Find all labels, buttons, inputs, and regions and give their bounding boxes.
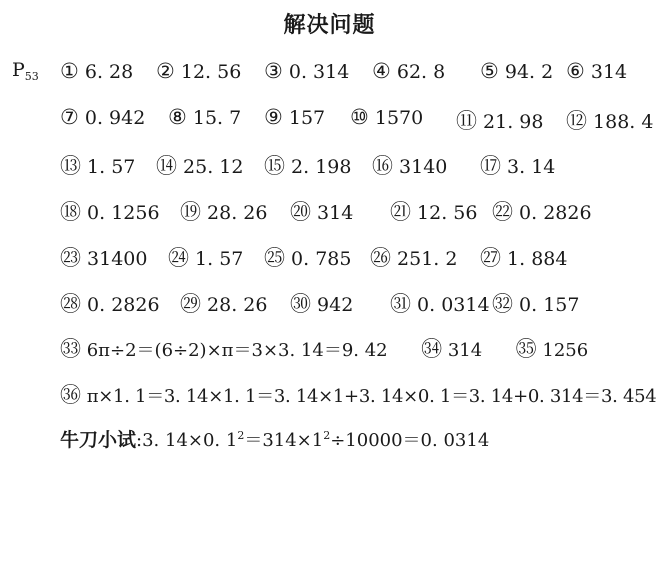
- answer-number: ⑳: [290, 200, 311, 224]
- answer-item: [60, 59, 133, 83]
- answer-value: 0. 942: [84, 107, 146, 129]
- answer-item: [264, 59, 349, 83]
- answer-item: [372, 150, 447, 180]
- page-letter: P: [12, 59, 25, 81]
- answer-number: ⑪: [456, 109, 477, 133]
- answer-value: 0. 2826: [519, 202, 592, 224]
- answer-number: ②: [156, 59, 175, 83]
- answer-line-33: [60, 333, 588, 363]
- answer-number: ㉝: [60, 337, 81, 361]
- answer-number: ㉕: [264, 246, 285, 270]
- answer-number: ⑤: [480, 59, 499, 83]
- answer-value: 1570: [374, 107, 424, 129]
- answer-item: [60, 242, 148, 272]
- answer-value: 314: [590, 61, 628, 83]
- answer-value: 314: [317, 202, 354, 224]
- answer-number: ⑭: [156, 154, 177, 178]
- answer-item: [480, 242, 567, 272]
- answer-item: [60, 288, 160, 318]
- answer-value: 0. 157: [519, 294, 580, 316]
- answer-number: ①: [60, 59, 79, 83]
- answer-value: 0. 1256: [87, 202, 160, 224]
- answer-value: 3. 14: [507, 156, 556, 178]
- answer-value: 12. 56: [417, 202, 478, 224]
- answer-item: [264, 150, 351, 180]
- answer-item: [60, 150, 135, 180]
- answer-item: [180, 288, 267, 318]
- answer-item: [156, 150, 243, 180]
- answer-value: 1256: [542, 340, 589, 361]
- answer-number: ㉞: [421, 337, 443, 361]
- answer-number: ⑩: [350, 105, 369, 129]
- answer-item: [456, 105, 543, 135]
- answer-value: 62. 8: [396, 61, 446, 83]
- answer-item: [372, 59, 445, 83]
- answer-number: ㉛: [390, 292, 411, 316]
- answer-value: 0. 314: [288, 61, 350, 83]
- answer-item: [566, 105, 653, 135]
- answer-line-36: [60, 379, 656, 409]
- practice-label: 牛刀小试: [60, 429, 137, 451]
- answer-value: 1. 57: [87, 156, 136, 178]
- practice-exponent-2: 2: [323, 429, 331, 442]
- practice-part-2: ＝314×1: [244, 430, 324, 451]
- answer-value: 251. 2: [397, 248, 458, 270]
- answer-number: ⑰: [480, 154, 501, 178]
- answer-number: ④: [372, 59, 391, 83]
- answer-number: ㉗: [480, 246, 501, 270]
- answer-value: 314: [447, 340, 483, 361]
- answer-value: 0. 785: [291, 248, 352, 270]
- answer-item: [168, 105, 241, 129]
- answer-number: ㉒: [492, 200, 513, 224]
- answer-value: 6. 28: [84, 61, 134, 83]
- practice-part-1: 3. 14×0. 1: [142, 430, 238, 451]
- answer-item: [290, 196, 353, 226]
- answer-item: [264, 242, 351, 272]
- answer-number: ⑱: [60, 200, 81, 224]
- answer-item: [350, 105, 423, 129]
- answer-item: [264, 105, 325, 129]
- answer-value: 21. 98: [483, 111, 544, 133]
- answer-item: [60, 105, 145, 129]
- answer-value: 31400: [87, 248, 148, 270]
- answer-item: [370, 242, 457, 272]
- answer-value: 157: [288, 107, 326, 129]
- answer-value: 1. 57: [195, 248, 244, 270]
- answer-value: 942: [317, 294, 354, 316]
- answer-number: ㉖: [370, 246, 391, 270]
- answer-value: 25. 12: [183, 156, 244, 178]
- answer-expression: 6π÷2＝(6÷2)×π＝3×3. 14＝9. 42: [86, 340, 388, 361]
- answer-item: [492, 196, 592, 226]
- answer-item: [390, 196, 477, 226]
- answer-number: ③: [264, 59, 283, 83]
- answer-number: ㉜: [492, 292, 513, 316]
- answer-value: 12. 56: [180, 61, 242, 83]
- answer-item: [180, 196, 267, 226]
- page-reference: [12, 59, 39, 83]
- answer-item: [156, 59, 241, 83]
- answer-value: 2. 198: [291, 156, 352, 178]
- answer-number: ㊱: [60, 383, 81, 407]
- answer-number: ㉟: [515, 337, 537, 361]
- practice-colon: :: [136, 430, 143, 451]
- answer-item: [480, 150, 555, 180]
- answer-item: [60, 196, 160, 226]
- answer-item: [480, 59, 553, 83]
- answer-item: [390, 288, 490, 318]
- answer-item: [290, 288, 353, 318]
- answer-item: [168, 242, 243, 272]
- answer-number: ⑬: [60, 154, 81, 178]
- answer-value: 28. 26: [207, 294, 268, 316]
- answer-number: ⑲: [180, 200, 201, 224]
- answer-value: 0. 2826: [87, 294, 160, 316]
- answer-value: 1. 884: [507, 248, 568, 270]
- answer-value: 0. 0314: [417, 294, 490, 316]
- page-title: 解决问题: [283, 13, 376, 38]
- page-number: 53: [24, 70, 39, 83]
- answer-value: 188. 4: [593, 111, 654, 133]
- answer-number: ㉙: [180, 292, 201, 316]
- answer-value: 15. 7: [192, 107, 242, 129]
- answer-number: ㉓: [60, 246, 81, 270]
- answer-number: ⑥: [566, 59, 585, 83]
- answer-number: ⑮: [264, 154, 285, 178]
- answer-value: 3140: [399, 156, 448, 178]
- answer-number: ⑧: [168, 105, 187, 129]
- answer-number: ㉘: [60, 292, 81, 316]
- answer-number: ㉚: [290, 292, 311, 316]
- answer-value: 28. 26: [207, 202, 268, 224]
- practice-line: [60, 425, 489, 452]
- answer-number: ⑯: [372, 154, 393, 178]
- answer-number: ㉔: [168, 246, 189, 270]
- answer-number: ⑨: [264, 105, 283, 129]
- practice-part-3: ÷10000＝0. 0314: [330, 430, 490, 451]
- answer-value: 94. 2: [504, 61, 554, 83]
- answer-expression: π×1. 1＝3. 14×1. 1＝3. 14×1+3. 14×0. 1＝3. 14+0. 314＝3. 454: [86, 386, 657, 407]
- answer-item: [566, 59, 627, 83]
- practice-exponent-1: 2: [237, 429, 245, 442]
- answer-number: ⑦: [60, 105, 79, 129]
- answer-item: [492, 288, 579, 318]
- answer-number: ⑫: [566, 109, 587, 133]
- answer-number: ㉑: [390, 200, 411, 224]
